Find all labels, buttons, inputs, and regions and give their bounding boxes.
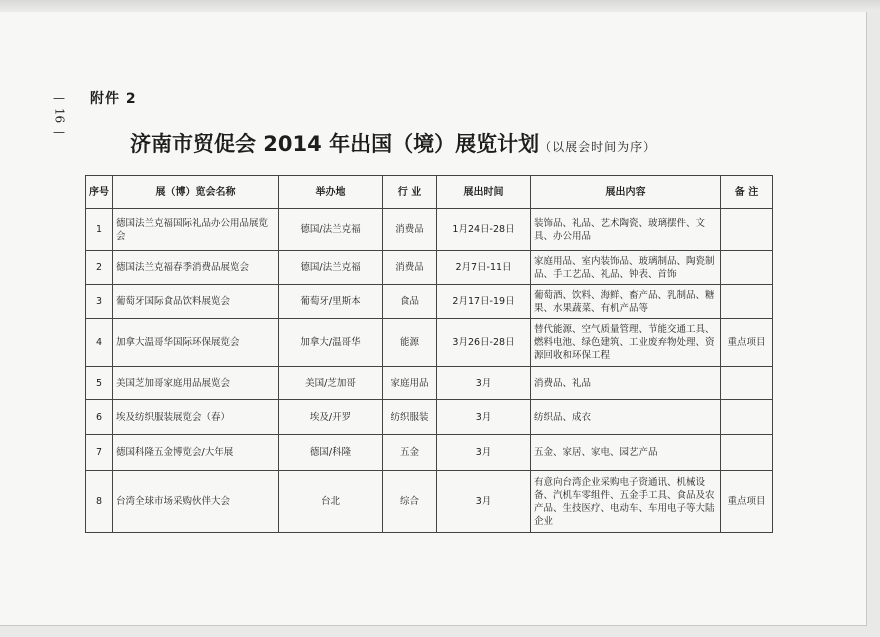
cell-content: 替代能源、空气质量管理、节能交通工具、燃料电池、绿色建筑、工业废弃物处理、资源回收和环保工程 <box>531 319 721 367</box>
cell-name: 台湾全球市场采购伙伴大会 <box>113 471 279 533</box>
table-row <box>86 251 773 285</box>
cell-venue: 埃及/开罗 <box>279 400 383 435</box>
cell-name: 加拿大温哥华国际环保展览会 <box>113 319 279 367</box>
cell-industry: 能源 <box>383 319 437 367</box>
cell-industry: 综合 <box>383 471 437 533</box>
cell-note <box>721 251 773 285</box>
cell-note: 重点项目 <box>721 471 773 533</box>
cell-content: 家庭用品、室内装饰品、玻璃制品、陶瓷制品、手工艺品、礼品、钟表、首饰 <box>531 251 721 285</box>
exhibition-plan-table <box>85 175 773 533</box>
cell-time: 3月 <box>437 435 531 471</box>
cell-name: 德国法兰克福国际礼品办公用品展览会 <box>113 209 279 251</box>
cell-no: 1 <box>86 209 113 251</box>
cell-industry: 五金 <box>383 435 437 471</box>
cell-time: 3月 <box>437 471 531 533</box>
cell-industry: 纺织服装 <box>383 400 437 435</box>
cell-content: 消费品、礼品 <box>531 367 721 400</box>
table-row <box>86 367 773 400</box>
header-note: 备 注 <box>721 176 773 209</box>
cell-time: 2月7日-11日 <box>437 251 531 285</box>
attachment-label: 附件 2 <box>90 91 137 107</box>
cell-time: 3月 <box>437 367 531 400</box>
cell-name: 美国芝加哥家庭用品展览会 <box>113 367 279 400</box>
cell-venue: 德国/法兰克福 <box>279 251 383 285</box>
cell-time: 2月17日-19日 <box>437 285 531 319</box>
cell-note: 重点项目 <box>721 319 773 367</box>
header-industry: 行 业 <box>383 176 437 209</box>
cell-venue: 葡萄牙/里斯本 <box>279 285 383 319</box>
cell-time: 3月26日-28日 <box>437 319 531 367</box>
cell-no: 7 <box>86 435 113 471</box>
cell-venue: 加拿大/温哥华 <box>279 319 383 367</box>
table-row <box>86 400 773 435</box>
cell-industry: 食品 <box>383 285 437 319</box>
cell-content: 纺织品、成衣 <box>531 400 721 435</box>
cell-name: 埃及纺织服装展览会（春） <box>113 400 279 435</box>
cell-industry: 消费品 <box>383 251 437 285</box>
cell-no: 2 <box>86 251 113 285</box>
cell-no: 5 <box>86 367 113 400</box>
page-number: — 16 — <box>52 91 67 139</box>
cell-name: 德国科隆五金博览会/大年展 <box>113 435 279 471</box>
cell-no: 8 <box>86 471 113 533</box>
cell-no: 6 <box>86 400 113 435</box>
table-row <box>86 285 773 319</box>
title-main: 济南市贸促会 2014 年出国（境）展览计划 <box>130 132 540 156</box>
header-venue: 举办地 <box>279 176 383 209</box>
cell-name: 德国法兰克福春季消费品展览会 <box>113 251 279 285</box>
table-row <box>86 209 773 251</box>
cell-industry: 家庭用品 <box>383 367 437 400</box>
cell-no: 3 <box>86 285 113 319</box>
cell-note <box>721 209 773 251</box>
cell-venue: 德国/科隆 <box>279 435 383 471</box>
cell-industry: 消费品 <box>383 209 437 251</box>
table-row <box>86 471 773 533</box>
cell-note <box>721 435 773 471</box>
cell-time: 3月 <box>437 400 531 435</box>
cell-venue: 德国/法兰克福 <box>279 209 383 251</box>
header-time: 展出时间 <box>437 176 531 209</box>
cell-note <box>721 400 773 435</box>
scan-edge <box>0 0 880 12</box>
title-subtitle: （以展会时间为序） <box>539 140 657 154</box>
cell-note <box>721 367 773 400</box>
cell-venue: 美国/芝加哥 <box>279 367 383 400</box>
page-title <box>130 128 770 158</box>
cell-content: 装饰品、礼品、艺术陶瓷、玻璃摆件、文具、办公用品 <box>531 209 721 251</box>
cell-time: 1月24日-28日 <box>437 209 531 251</box>
cell-name: 葡萄牙国际食品饮料展览会 <box>113 285 279 319</box>
cell-note <box>721 285 773 319</box>
cell-content: 五金、家居、家电、园艺产品 <box>531 435 721 471</box>
cell-content: 葡萄酒、饮料、海鲜、畜产品、乳制品、糖果、水果蔬菜、有机产品等 <box>531 285 721 319</box>
table-header-row <box>86 176 773 209</box>
header-no: 序号 <box>86 176 113 209</box>
header-content: 展出内容 <box>531 176 721 209</box>
header-name: 展（博）览会名称 <box>113 176 279 209</box>
cell-venue: 台北 <box>279 471 383 533</box>
cell-content: 有意向台湾企业采购电子资通讯、机械设备、汽机车零组件、五金手工具、食品及农产品、生技医疗、电动车、车用电子等大陆企业 <box>531 471 721 533</box>
table-row <box>86 435 773 471</box>
table-row <box>86 319 773 367</box>
cell-no: 4 <box>86 319 113 367</box>
